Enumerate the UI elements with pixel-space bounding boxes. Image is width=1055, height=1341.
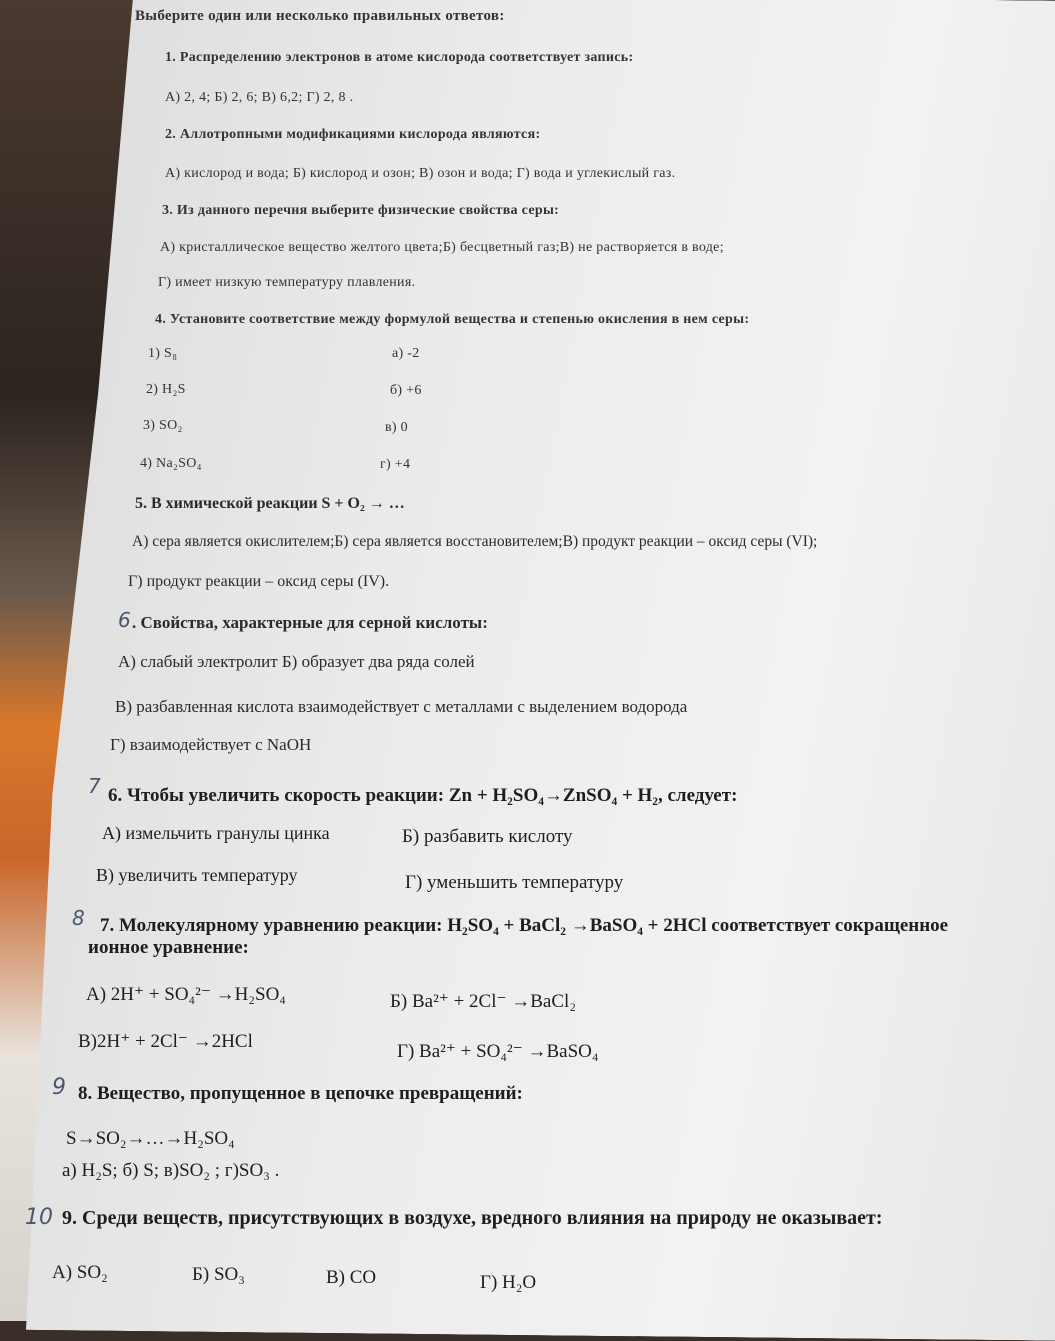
- q9-title: 8. Вещество, пропущенное в цепочке превращений:: [78, 1083, 523, 1104]
- q7-a: А) измельчить гранулы цинка: [102, 823, 330, 843]
- q6-title: . Свойства, характерные для серной кислоты:: [132, 613, 488, 632]
- q7-title: 6. Чтобы увеличить скорость реакции: Zn + H₂SO₄→ZnSO₄ + H₂, следует:: [108, 785, 738, 806]
- q8-b: Б) Ba²⁺ + 2Cl⁻ →BaCl₂: [390, 991, 576, 1012]
- q6-line1: А) слабый электролит Б) образует два ряда солей: [118, 652, 475, 671]
- q4-left-1: 1) S₈: [148, 346, 178, 361]
- q3-title: 3. Из данного перечня выберите физические свойства серы:: [162, 203, 560, 218]
- q10-c: В) CO: [326, 1267, 377, 1288]
- instructions: Выберите один или несколько правильных ответов:: [135, 8, 505, 24]
- q1-answers: А) 2, 4; Б) 2, 6; В) 6,2; Г) 2, 8 .: [165, 90, 354, 105]
- q10-a: А) SO₂: [52, 1262, 108, 1283]
- q2-title: 2. Аллотропными модификациями кислорода являются:: [165, 127, 541, 142]
- q9-handwritten-number: 9: [52, 1075, 66, 1100]
- q6-handwritten-number: 6: [118, 608, 131, 632]
- q8-title: 7. Молекулярному уравнению реакции: H₂SO₄ + BaCl₂ →BaSO₄ + 2HCl соответствует сокращенное: [100, 915, 949, 936]
- q5-title: 5. В химической реакции S + O₂ → …: [135, 495, 405, 512]
- q9-answers: а) H₂S; б) S; в)SO₂ ; г)SO₃ .: [62, 1160, 280, 1181]
- q10-b: Б) SO₃: [192, 1264, 245, 1285]
- q4-right-1: а) -2: [392, 346, 420, 361]
- q8-c: В)2H⁺ + 2Cl⁻ →2HCl: [78, 1031, 253, 1052]
- q5-line1: А) сера является окислителем;Б) сера является восстановителем;В) продукт реакции – оксид серы (VI);: [132, 533, 818, 550]
- q8-title-cont: ионное уравнение:: [88, 937, 249, 958]
- q4-right-2: б) +6: [390, 383, 422, 398]
- q9-chain: S→SO₂→…→H₂SO₄: [66, 1128, 235, 1149]
- q3-line1: А) кристаллическое вещество желтого цвета;Б) бесцветный газ;В) не растворяется в воде;: [160, 240, 724, 255]
- q7-d: Г) уменьшить температуру: [405, 872, 624, 893]
- q4-left-4: 4) Na₂SO₄: [140, 456, 202, 471]
- q2-answers: А) кислород и вода; Б) кислород и озон; В) озон и вода; Г) вода и углекислый газ.: [165, 166, 676, 181]
- q6-line3: Г) взаимодействует с NaOH: [110, 735, 312, 754]
- q3-line2: Г) имеет низкую температуру плавления.: [158, 275, 416, 290]
- q1-title: 1. Распределению электронов в атоме кислорода соответствует запись:: [165, 50, 634, 65]
- q4-right-4: г) +4: [380, 457, 411, 472]
- q4-title: 4. Установите соответствие между формулой вещества и степенью окисления в нем серы:: [155, 312, 750, 327]
- q8-d: Г) Ba²⁺ + SO₄²⁻ →BaSO₄: [397, 1041, 599, 1062]
- q6-line2: В) разбавленная кислота взаимодействует с металлами с выделением водорода: [115, 697, 688, 716]
- q4-left-2: 2) H₂S: [146, 382, 186, 397]
- q10-title: 9. Среди веществ, присутствующих в воздухе, вредного влияния на природу не оказывает:: [62, 1207, 883, 1229]
- q4-left-3: 3) SO₂: [143, 418, 183, 433]
- q7-b: Б) разбавить кислоту: [402, 826, 573, 847]
- q7-c: В) увеличить температуру: [96, 865, 298, 885]
- q7-handwritten-number: 7: [88, 774, 101, 798]
- q4-right-3: в) 0: [385, 420, 408, 435]
- q8-a: А) 2H⁺ + SO₄²⁻ →H₂SO₄: [86, 984, 286, 1005]
- q10-d: Г) H₂O: [480, 1272, 537, 1293]
- q10-handwritten-number: 10: [25, 1205, 53, 1230]
- q5-line2: Г) продукт реакции – оксид серы (IV).: [128, 573, 390, 590]
- q8-handwritten-number: 8: [72, 906, 85, 930]
